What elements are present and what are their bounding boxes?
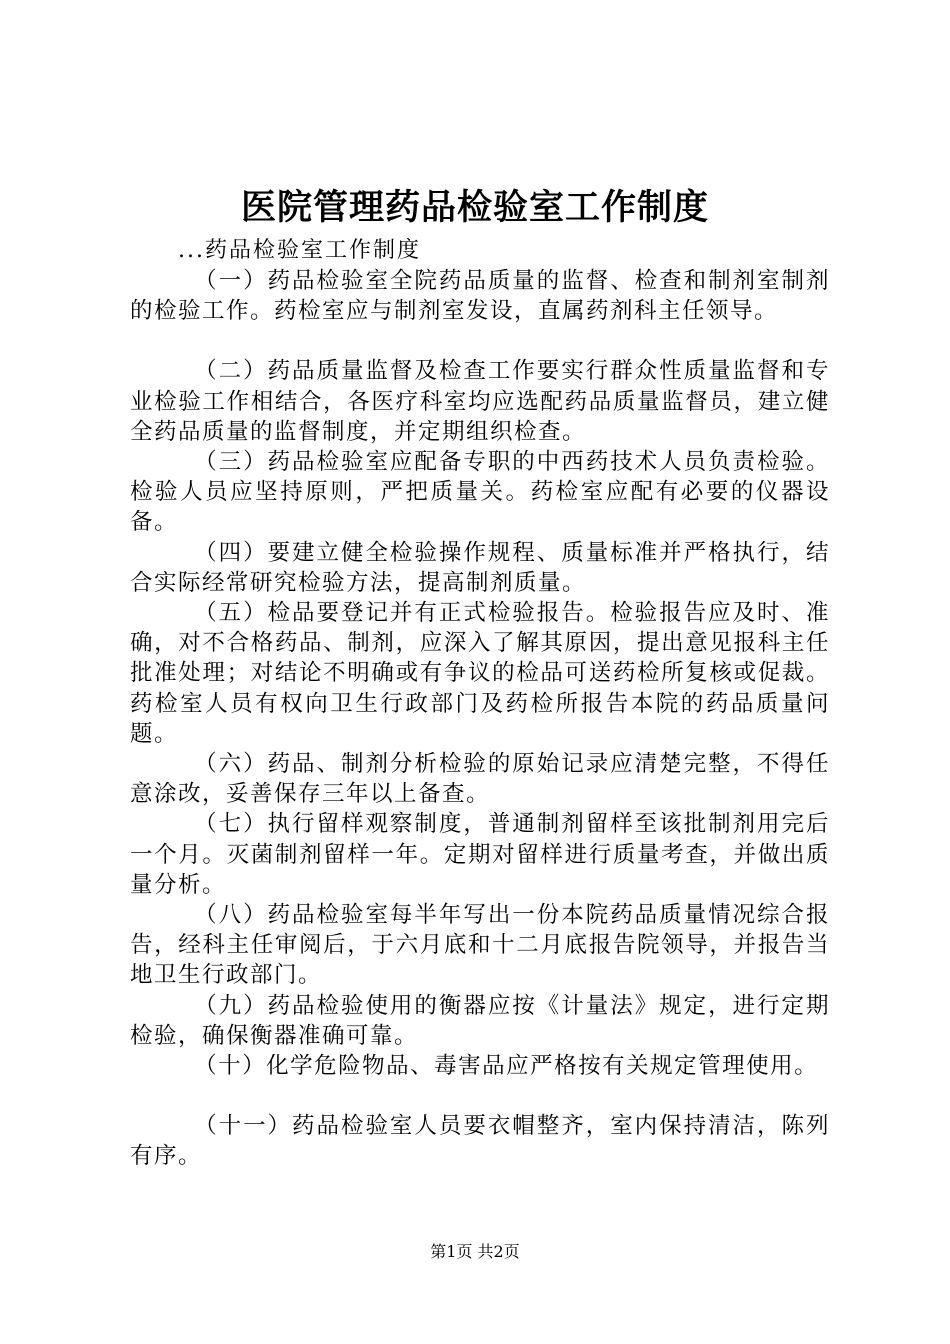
paragraph-10: （十）化学危险物品、毒害品应严格按有关规定管理使用。 xyxy=(194,1053,819,1080)
paragraph-2: （二）药品质量监督及检查工作要实行群众性质量监督和专业检验工作相结合，各医疗科室均应选配药品质量监督员，建立健全药品质量的监督制度，并定期组织检查。 xyxy=(130,358,830,445)
paragraph-8: （八）药品检验室每半年写出一份本院药品质量情况综合报告，经科主任审阅后，于六月底和十二月底报告院领导，并报告当地卫生行政部门。 xyxy=(130,902,830,989)
paragraph-3: （三）药品检验室应配备专职的中西药技术人员负责检验。检验人员应坚持原则，严把质量关。药检室应配有必要的仪器设备。 xyxy=(130,449,830,536)
paragraph-1: （一）药品检验室全院药品质量的监督、检查和制剂室制剂的检验工作。药检室应与制剂室发设，直属药剂科主任领导。 xyxy=(130,268,830,325)
paragraph-5: （五）检品要登记并有正式检验报告。检验报告应及时、准确，对不合格药品、制剂，应深入了解其原因，提出意见报科主任批准处理；对结论不明确或有争议的检品可送药检所复核或促裁。药检室人员有权向卫生行政部门及药检所报告本院的药品质量问题。 xyxy=(130,600,830,747)
page-footer: 第1页 共2页 xyxy=(430,1242,520,1261)
paragraph-9: （九）药品检验使用的衡器应按《计量法》规定，进行定期检验，确保衡器准确可靠。 xyxy=(130,992,830,1049)
document-body xyxy=(130,266,830,1172)
paragraph-6: （六）药品、制剂分析检验的原始记录应清楚完整，不得任意涂改，妥善保存三年以上备查。 xyxy=(130,751,830,808)
paragraph-7: （七）执行留样观察制度，普通制剂留样至该批制剂用完后一个月。灭菌制剂留样一年。定期对留样进行质量考查，并做出质量分析。 xyxy=(130,811,830,898)
document-subtitle: ...药品检验室工作制度 xyxy=(178,238,421,263)
document-title: 医院管理药品检验室工作制度 xyxy=(240,187,709,228)
paragraph-4: （四）要建立健全检验操作规程、质量标准并严格执行，结合实际经常研究检验方法，提高制剂质量。 xyxy=(130,539,830,596)
paragraph-11: （十一）药品检验室人员要衣帽整齐，室内保持清洁，陈列有序。 xyxy=(130,1113,830,1170)
